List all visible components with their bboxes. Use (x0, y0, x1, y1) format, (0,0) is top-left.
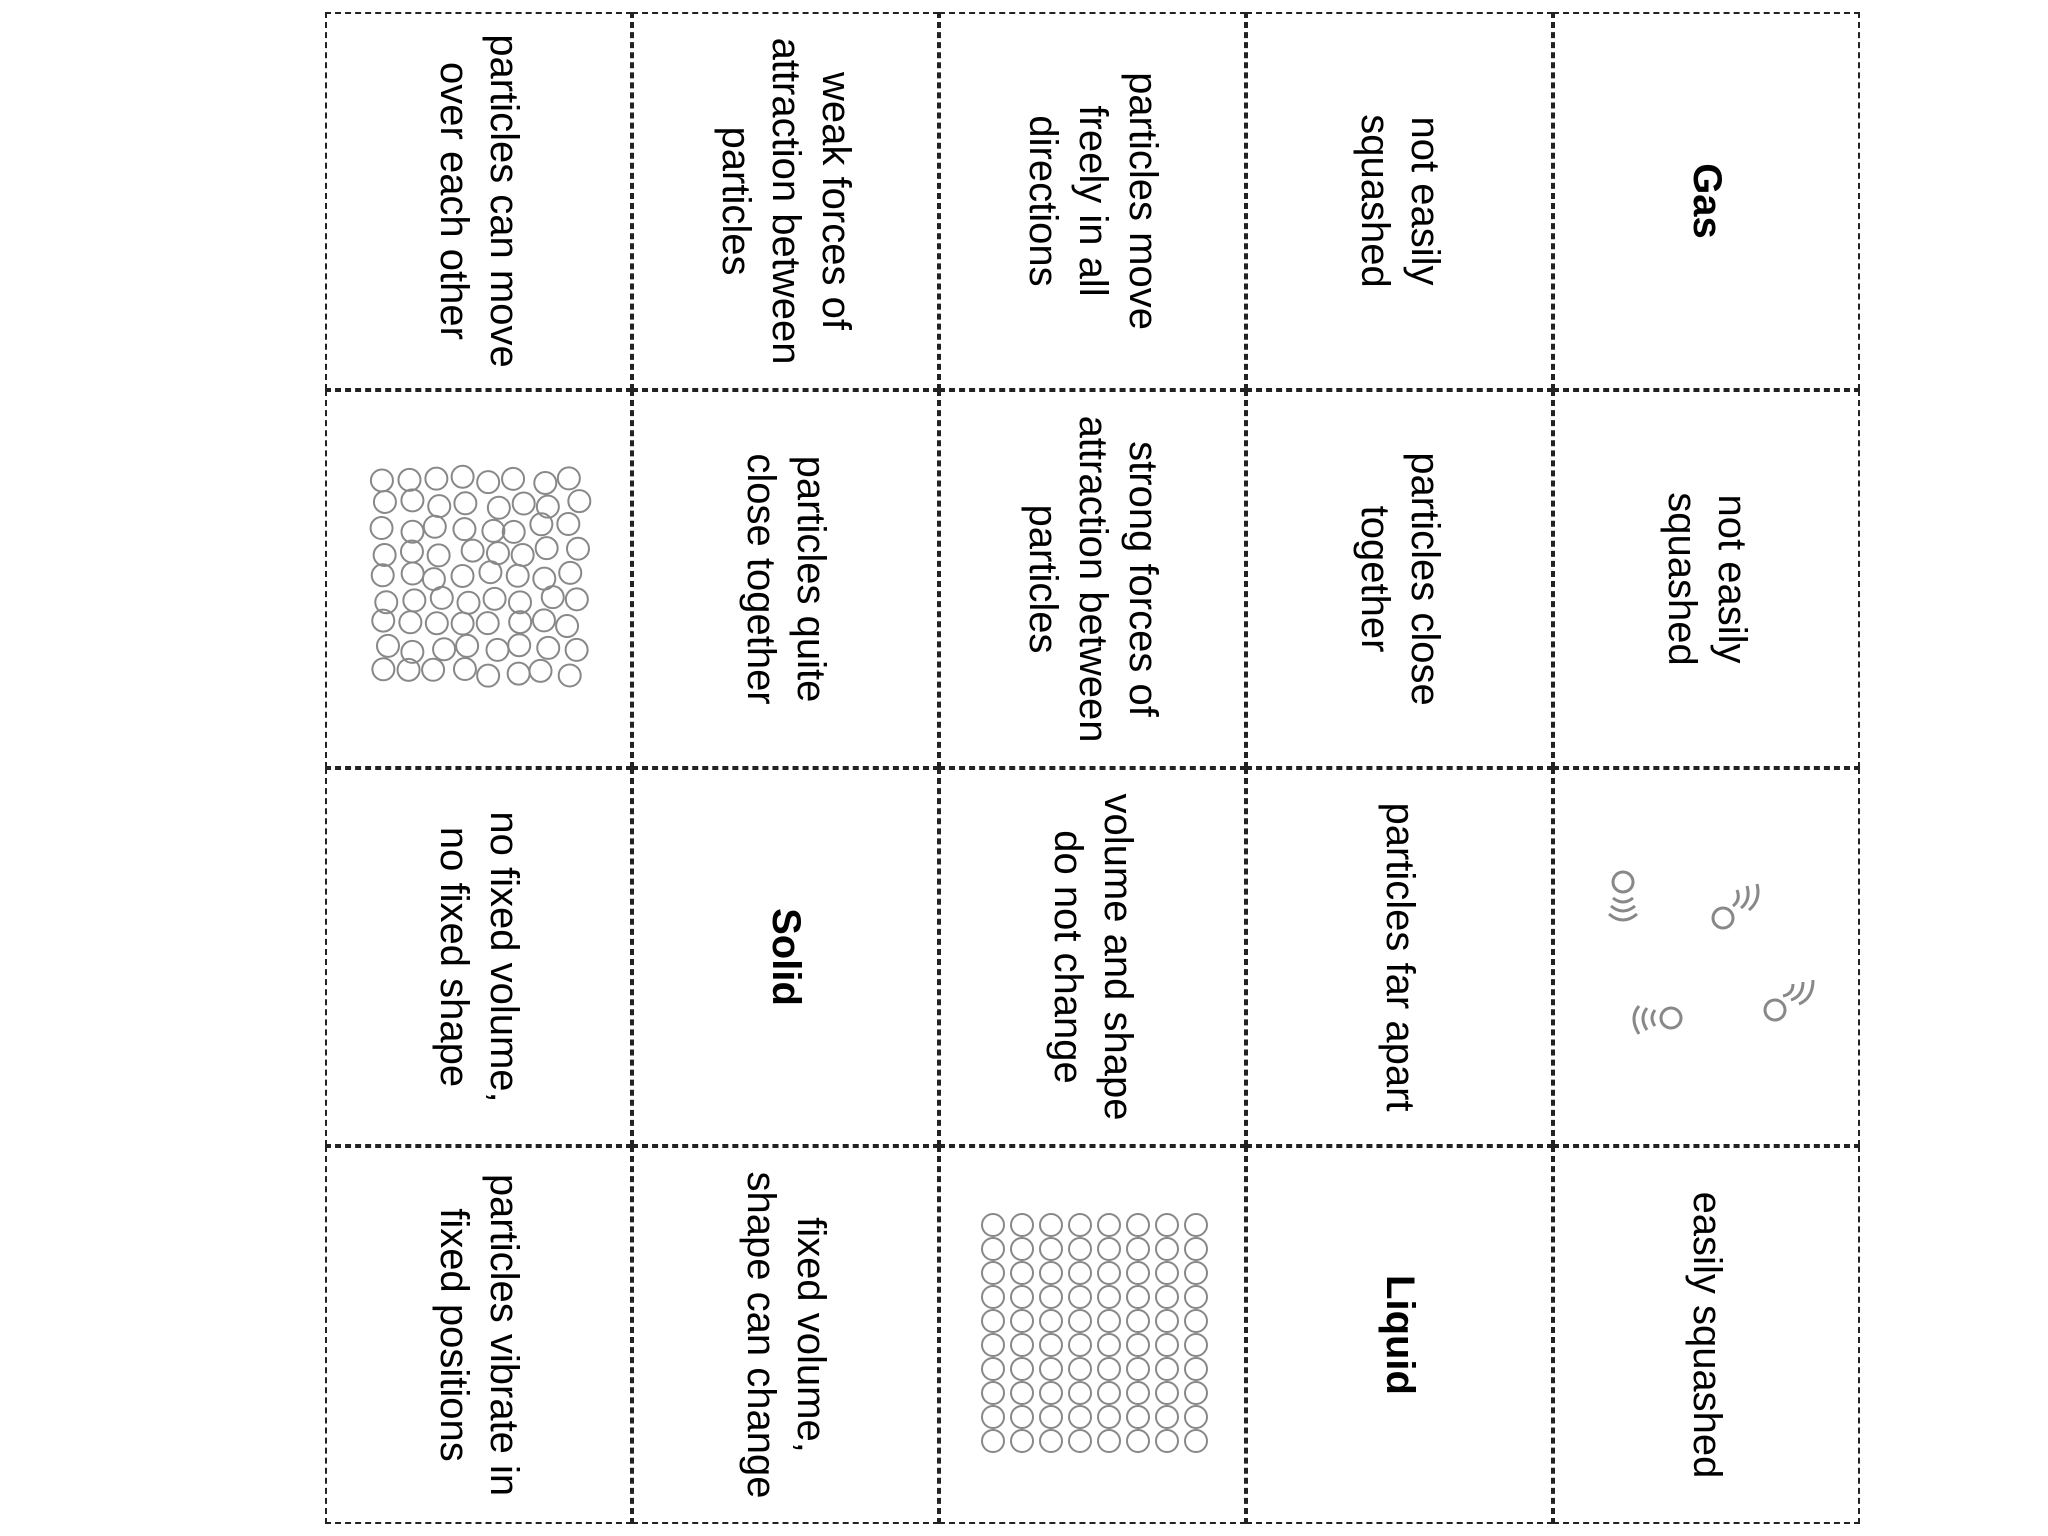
particle (377, 635, 399, 657)
particle (433, 638, 455, 660)
particle (1040, 1358, 1062, 1380)
particle (1127, 1214, 1149, 1236)
particle (1127, 1310, 1149, 1332)
card-text: not easily squashed (1659, 492, 1754, 666)
particle (428, 544, 450, 566)
card-r3c1 (325, 768, 632, 1146)
particle (371, 517, 393, 539)
particle (372, 658, 394, 680)
particle (1156, 1214, 1178, 1236)
particle (1098, 1286, 1120, 1308)
particle (422, 659, 444, 681)
particle (558, 467, 580, 489)
particle (1011, 1238, 1033, 1260)
card-r3c2-solid-title (632, 768, 939, 1146)
card-text: strong forces of attraction between particles (1020, 415, 1165, 743)
particle (982, 1334, 1004, 1356)
particle (452, 613, 474, 635)
card-r1c2 (632, 12, 939, 390)
card-r2c1-liquid-diagram (325, 390, 632, 768)
card-r2c5 (1553, 390, 1860, 768)
particle (426, 612, 448, 634)
particle (1127, 1286, 1149, 1308)
gas-particle (1765, 1000, 1785, 1020)
particle (402, 521, 424, 543)
particle (1185, 1262, 1207, 1284)
gas-particle (1713, 908, 1733, 928)
particle (1185, 1358, 1207, 1380)
gas-particles-diagram (1555, 770, 1858, 1144)
particle (1127, 1406, 1149, 1428)
particle (1127, 1430, 1149, 1452)
liquid-particles-diagram (327, 392, 630, 766)
card-r4c4-liquid-title (1246, 1146, 1553, 1524)
particle (1011, 1382, 1033, 1404)
particle (372, 564, 394, 586)
particle (1185, 1238, 1207, 1260)
particle (530, 660, 552, 682)
card-r1c3 (939, 12, 1246, 390)
particle (1156, 1430, 1178, 1452)
particle (982, 1262, 1004, 1284)
card-r1c4 (1246, 12, 1553, 390)
particle (403, 589, 425, 611)
particle (1040, 1382, 1062, 1404)
card-r4c2 (632, 1146, 939, 1524)
particle (453, 518, 475, 540)
particle (479, 561, 501, 583)
card-text: volume and shape do not change (1045, 793, 1140, 1121)
particle (982, 1310, 1004, 1332)
particle (1011, 1334, 1033, 1356)
particle (1040, 1334, 1062, 1356)
particle (1040, 1262, 1062, 1284)
particle (431, 587, 453, 609)
motion-lines (1609, 898, 1637, 920)
particle (452, 466, 474, 488)
particle (488, 497, 510, 519)
particle (424, 516, 446, 538)
particle (1069, 1214, 1091, 1236)
card-text: particles quite close together (738, 453, 833, 705)
particle (542, 586, 564, 608)
particle (1156, 1286, 1178, 1308)
particle (1011, 1310, 1033, 1332)
particle (1069, 1406, 1091, 1428)
particle (371, 469, 393, 491)
particle (513, 493, 535, 515)
particle (374, 491, 396, 513)
particle (559, 664, 581, 686)
particle (1069, 1334, 1091, 1356)
motion-lines (1733, 884, 1758, 910)
particle (512, 544, 534, 566)
particle (1011, 1214, 1033, 1236)
card-text: particles can move over each other (431, 34, 526, 368)
card-r3c3 (939, 768, 1246, 1146)
particle (458, 592, 480, 614)
particle (1127, 1262, 1149, 1284)
particle (1156, 1310, 1178, 1332)
particle (534, 472, 556, 494)
card-text: easily squashed (1684, 1191, 1729, 1479)
particle (1156, 1382, 1178, 1404)
card-r2c2 (632, 390, 939, 768)
particle (568, 490, 590, 512)
particle (1098, 1334, 1120, 1356)
card-text: no fixed volume, no fixed shape (431, 811, 526, 1103)
particle (1156, 1406, 1178, 1428)
particle (1011, 1286, 1033, 1308)
card-text: particles move freely in all directions (1020, 72, 1165, 330)
card-r1c5-gas-title (1553, 12, 1860, 390)
particle (982, 1382, 1004, 1404)
particle (1185, 1286, 1207, 1308)
particle (1098, 1382, 1120, 1404)
particle (982, 1238, 1004, 1260)
gas-particle (1613, 872, 1633, 892)
particle (425, 468, 447, 490)
particle (982, 1358, 1004, 1380)
particle (402, 563, 424, 585)
particle (1098, 1262, 1120, 1284)
particle (508, 663, 530, 685)
particle (1011, 1358, 1033, 1380)
particle (982, 1430, 1004, 1452)
particle (1040, 1214, 1062, 1236)
particle (399, 611, 421, 633)
motion-lines (1634, 1006, 1655, 1034)
particle (1127, 1358, 1149, 1380)
card-r1c1 (325, 12, 632, 390)
particle (1156, 1238, 1178, 1260)
card-text: weak forces of attraction between particles (713, 37, 858, 365)
particle (559, 562, 581, 584)
particle (1127, 1238, 1149, 1260)
particle (557, 513, 579, 535)
particle (509, 591, 531, 613)
card-r2c3 (939, 390, 1246, 768)
particle (507, 565, 529, 587)
particle (982, 1406, 1004, 1428)
particle (1069, 1286, 1091, 1308)
particle (1040, 1286, 1062, 1308)
card-r4c1 (325, 1146, 632, 1524)
particle (502, 468, 524, 490)
particle (1098, 1358, 1120, 1380)
card-sort-sheet (325, 12, 1861, 1524)
particle (401, 489, 423, 511)
card-title: Liquid (1377, 1275, 1422, 1395)
card-r4c5 (1553, 1146, 1860, 1524)
card-text: particles close together (1352, 452, 1447, 706)
particle (1156, 1358, 1178, 1380)
particle (1040, 1310, 1062, 1332)
particle (486, 639, 508, 661)
solid-particles-diagram (941, 1148, 1244, 1522)
particle (533, 609, 555, 631)
particle (462, 540, 484, 562)
particle (454, 658, 476, 680)
particle (537, 637, 559, 659)
particle (567, 538, 589, 560)
particle (484, 588, 506, 610)
particle (1011, 1406, 1033, 1428)
particle (1040, 1430, 1062, 1452)
card-text: not easily squashed (1352, 114, 1447, 288)
particle (1069, 1238, 1091, 1260)
particle (1098, 1214, 1120, 1236)
card-r3c5-gas-diagram (1553, 768, 1860, 1146)
particle (508, 634, 530, 656)
particle (477, 612, 499, 634)
particle (1011, 1262, 1033, 1284)
particle (398, 469, 420, 491)
particle (1040, 1406, 1062, 1428)
particle (503, 521, 525, 543)
particle (1069, 1262, 1091, 1284)
particle (452, 565, 474, 587)
particle (454, 492, 476, 514)
particle (1069, 1382, 1091, 1404)
card-title: Gas (1684, 163, 1729, 239)
particle (566, 639, 588, 661)
particle (428, 495, 450, 517)
particle (1098, 1238, 1120, 1260)
particle (1040, 1238, 1062, 1260)
particle (1156, 1262, 1178, 1284)
particle (1185, 1382, 1207, 1404)
particle (1098, 1310, 1120, 1332)
particle (477, 471, 499, 493)
particle (1098, 1406, 1120, 1428)
particle (509, 611, 531, 633)
card-text: particles vibrate in fixed positions (431, 1173, 526, 1497)
particle (536, 537, 558, 559)
particle (482, 520, 504, 542)
particle (456, 635, 478, 657)
particle (1156, 1334, 1178, 1356)
particle (556, 615, 578, 637)
card-r3c4 (1246, 768, 1553, 1146)
particle (401, 541, 423, 563)
particle (1185, 1406, 1207, 1428)
particle (477, 665, 499, 687)
card-r2c4 (1246, 390, 1553, 768)
particle (982, 1214, 1004, 1236)
particle (1098, 1430, 1120, 1452)
particle (982, 1286, 1004, 1308)
particle (1185, 1214, 1207, 1236)
particle (1127, 1334, 1149, 1356)
particle (1127, 1382, 1149, 1404)
particle (1069, 1310, 1091, 1332)
card-text: particles far apart (1377, 802, 1422, 1112)
particle (1069, 1358, 1091, 1380)
particle (1069, 1430, 1091, 1452)
card-r4c3-solid-diagram (939, 1146, 1246, 1524)
particle (566, 588, 588, 610)
gas-particle (1661, 1008, 1681, 1028)
card-text: fixed volume, shape can change (738, 1171, 833, 1499)
particle (1185, 1430, 1207, 1452)
particle (1011, 1430, 1033, 1452)
motion-lines (1783, 980, 1813, 1004)
particle (374, 544, 396, 566)
card-title: Solid (763, 908, 808, 1006)
particle (1185, 1334, 1207, 1356)
particle (1185, 1310, 1207, 1332)
